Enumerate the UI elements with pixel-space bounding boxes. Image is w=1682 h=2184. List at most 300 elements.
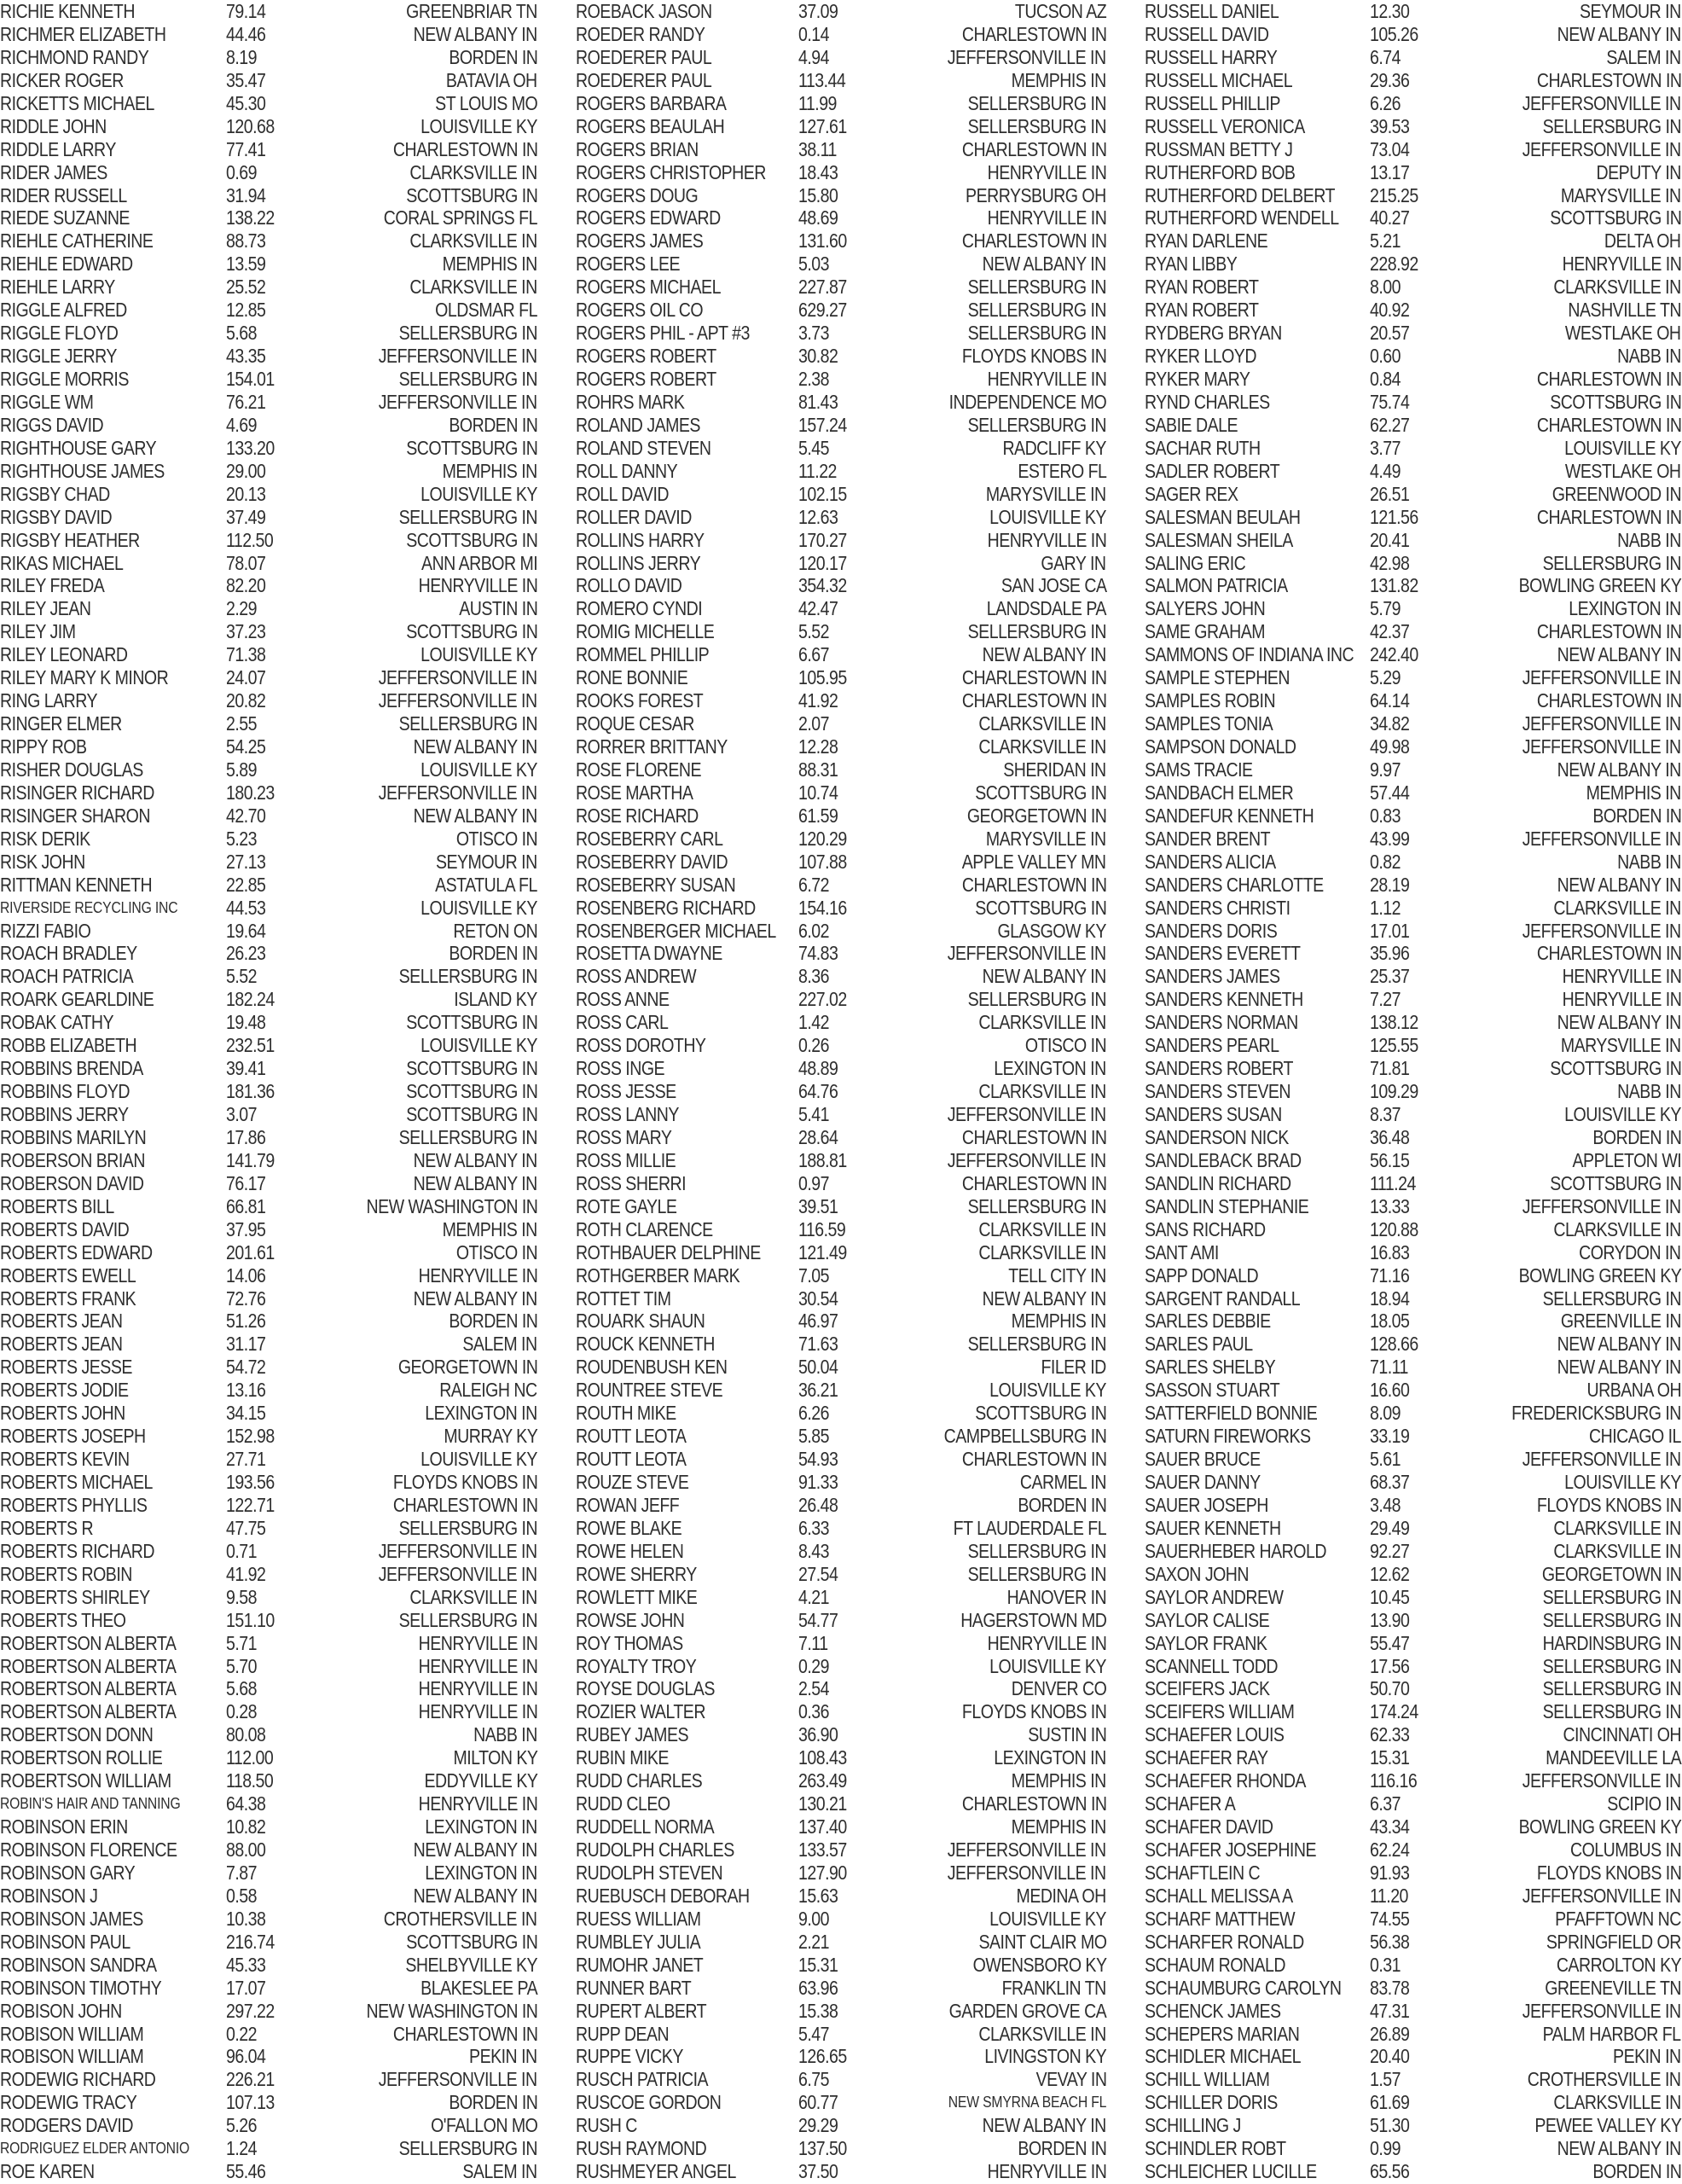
list-row xyxy=(0,1103,537,1126)
payee-name: SANDERS EVERETT xyxy=(1145,942,1301,965)
list-row xyxy=(1145,1838,1681,1862)
city-state: CLARKSVILLE IN xyxy=(978,1217,1106,1240)
list-row xyxy=(1145,2137,1681,2160)
amount: 5.41 xyxy=(798,1103,830,1125)
amount: 5.89 xyxy=(225,758,257,781)
city-state: RALEIGH NC xyxy=(439,1379,537,1402)
city-state: NEW ALBANY IN xyxy=(413,1838,537,1861)
city-state: JEFFERSONVILLE IN xyxy=(948,1838,1106,1861)
list-row xyxy=(0,1057,537,1080)
amount: 8.36 xyxy=(798,965,830,988)
list-row xyxy=(0,1333,537,1356)
city-state: MEDINA OH xyxy=(1016,1884,1106,1907)
list-row xyxy=(1145,1011,1681,1034)
list-row xyxy=(1145,689,1681,712)
city-state: SHELBYVILLE KY xyxy=(405,1953,537,1976)
amount: 43.34 xyxy=(1370,1815,1410,1838)
list-row xyxy=(576,942,1106,965)
payee-name: SATURN FIREWORKS xyxy=(1145,1425,1311,1448)
city-state: CLARKSVILLE IN xyxy=(409,276,537,299)
list-row xyxy=(576,253,1106,276)
list-row xyxy=(1145,1723,1681,1746)
list-row xyxy=(0,1402,537,1425)
city-state: COLUMBUS IN xyxy=(1569,1838,1681,1861)
list-row xyxy=(0,322,537,345)
list-row xyxy=(0,1977,537,2000)
city-state: CLARKSVILLE IN xyxy=(978,1080,1106,1103)
list-row xyxy=(1145,1264,1681,1287)
payee-name: ROUDENBUSH KEN xyxy=(576,1356,728,1379)
payee-name: SCHAFTLEIN C xyxy=(1145,1861,1261,1884)
city-state: ST LOUIS MO xyxy=(434,91,537,114)
amount: 8.09 xyxy=(1370,1402,1401,1425)
list-row xyxy=(0,92,537,115)
list-row xyxy=(576,1425,1106,1448)
city-state: FREDERICKSBURG IN xyxy=(1511,1402,1681,1425)
city-state: HANOVER IN xyxy=(1006,1585,1106,1608)
city-state: JEFFERSONVILLE IN xyxy=(379,666,537,689)
city-state: BORDEN IN xyxy=(448,942,537,965)
payee-name: SALESMAN SHEILA xyxy=(1145,528,1293,551)
payee-name: ROWE BLAKE xyxy=(576,1516,682,1539)
city-state: FRANKLIN TN xyxy=(1001,1976,1106,1999)
payee-name: ROMERO CYNDI xyxy=(576,597,703,620)
list-row xyxy=(576,69,1106,92)
list-row xyxy=(576,897,1106,920)
list-row xyxy=(576,1057,1106,1080)
amount: 64.14 xyxy=(1370,689,1410,712)
payee-name: RYAN DARLENE xyxy=(1145,229,1268,253)
city-state: LOUISVILLE KY xyxy=(989,1379,1106,1402)
amount: 72.76 xyxy=(225,1287,265,1310)
city-state: CLARKSVILLE IN xyxy=(978,735,1106,758)
list-row xyxy=(1145,552,1681,575)
list-row xyxy=(576,920,1106,943)
city-state: LEXINGTON IN xyxy=(425,1815,537,1838)
payee-name: SCEIFERS WILLIAM xyxy=(1145,1700,1295,1723)
city-state: SELLERSBURG IN xyxy=(967,322,1106,345)
list-row xyxy=(0,161,537,184)
list-row xyxy=(0,1769,537,1792)
payee-name: ROGERS BEAULAH xyxy=(576,114,725,137)
payee-name: ROBERTS JESSE xyxy=(0,1356,132,1379)
city-state: SCOTTSBURG IN xyxy=(405,1080,537,1103)
payee-name: RIEHLE LARRY xyxy=(0,276,115,299)
amount: 232.51 xyxy=(225,1034,275,1057)
city-state: CLARKSVILLE IN xyxy=(1553,276,1681,299)
amount: 74.55 xyxy=(1370,1907,1410,1930)
amount: 13.59 xyxy=(225,253,265,276)
city-state: RETON ON xyxy=(453,919,537,942)
list-row xyxy=(1145,1677,1681,1700)
city-state: OTISCO IN xyxy=(455,827,537,850)
list-row xyxy=(576,1126,1106,1149)
city-state: CHICAGO IL xyxy=(1589,1425,1681,1448)
list-row xyxy=(0,643,537,666)
city-state: LOUISVILLE KY xyxy=(989,1907,1106,1930)
payee-name: SAMMONS OF INDIANA INC xyxy=(1145,643,1354,666)
city-state: HARDINSBURG IN xyxy=(1542,1631,1681,1654)
payee-name: ROSS LANNY xyxy=(576,1103,679,1125)
amount: 50.04 xyxy=(798,1356,838,1379)
city-state: SCOTTSBURG IN xyxy=(405,528,537,551)
amount: 44.53 xyxy=(225,896,265,919)
list-row xyxy=(576,1540,1106,1563)
payee-name: RIKAS MICHAEL xyxy=(0,551,124,574)
city-state: MEMPHIS IN xyxy=(1011,1769,1106,1792)
payee-name: ROSS JESSE xyxy=(576,1080,676,1103)
list-row xyxy=(0,897,537,920)
city-state: JEFFERSONVILLE IN xyxy=(1522,1999,1681,2022)
list-row xyxy=(1145,2068,1681,2091)
list-row xyxy=(576,988,1106,1011)
amount: 74.83 xyxy=(798,942,838,965)
city-state: MEMPHIS IN xyxy=(442,459,537,482)
city-state: BOWLING GREEN KY xyxy=(1518,574,1681,597)
amount: 47.31 xyxy=(1370,1999,1410,2022)
city-state: NEW ALBANY IN xyxy=(413,1171,537,1194)
payee-name: ROSENBERG RICHARD xyxy=(576,896,756,919)
city-state: HENRYVILLE IN xyxy=(1562,253,1681,276)
city-state: OWENSBORO KY xyxy=(972,1953,1106,1976)
city-state: CARROLTON KY xyxy=(1556,1953,1681,1976)
list-row xyxy=(0,1908,537,1931)
city-state: SELLERSBURG IN xyxy=(1542,114,1681,137)
list-row xyxy=(576,506,1106,529)
list-row xyxy=(576,1838,1106,1862)
payee-name: ROBISON WILLIAM xyxy=(0,2045,144,2068)
city-state: HENRYVILLE IN xyxy=(987,160,1106,183)
payee-name: SALYERS JOHN xyxy=(1145,597,1266,620)
city-state: FLOYDS KNOBS IN xyxy=(1536,1861,1681,1884)
amount: 138.12 xyxy=(1370,1011,1418,1034)
list-row xyxy=(576,529,1106,552)
city-state: CHARLESTOWN IN xyxy=(961,1792,1106,1815)
amount: 174.24 xyxy=(1370,1700,1418,1723)
list-row xyxy=(1145,529,1681,552)
list-row xyxy=(0,1241,537,1264)
amount: 48.69 xyxy=(798,206,838,229)
city-state: FLOYDS KNOBS IN xyxy=(1536,1493,1681,1516)
amount: 10.74 xyxy=(798,781,838,804)
city-state: NEW ALBANY IN xyxy=(982,1287,1106,1310)
list-row xyxy=(1145,1862,1681,1885)
city-state: SCIPIO IN xyxy=(1607,1792,1681,1815)
payee-name: ROBERTSON ROLLIE xyxy=(0,1746,163,1769)
list-row xyxy=(0,1195,537,1218)
payee-name: SAYLOR ANDREW xyxy=(1145,1585,1284,1608)
amount: 54.72 xyxy=(225,1356,265,1379)
payee-name: RUSCOE GORDON xyxy=(576,2091,722,2114)
payee-name: ROSS ANNE xyxy=(576,988,670,1011)
amount: 188.81 xyxy=(798,1148,847,1171)
amount: 9.97 xyxy=(1370,758,1401,781)
list-row xyxy=(1145,483,1681,506)
city-state: GLASGOW KY xyxy=(997,919,1106,942)
payee-name: ROBERTS JEAN xyxy=(0,1333,123,1356)
amount: 76.17 xyxy=(225,1171,265,1194)
amount: 5.52 xyxy=(225,965,257,988)
list-row xyxy=(0,1563,537,1586)
payee-name: RIGGLE WM xyxy=(0,390,94,413)
list-row xyxy=(1145,2000,1681,2023)
city-state: CHARLESTOWN IN xyxy=(392,1493,537,1516)
payee-name: ROBERTSON ALBERTA xyxy=(0,1700,177,1723)
amount: 45.33 xyxy=(225,1953,265,1976)
payee-name: ROSE FLORENE xyxy=(576,758,702,781)
list-row xyxy=(576,965,1106,988)
city-state: SALEM IN xyxy=(462,2160,537,2183)
list-row xyxy=(0,1080,537,1103)
payee-name: SCHAEFER RAY xyxy=(1145,1746,1268,1769)
list-row xyxy=(1145,1494,1681,1517)
list-row xyxy=(576,1908,1106,1931)
amount: 8.19 xyxy=(225,45,257,68)
amount: 42.47 xyxy=(798,597,838,620)
city-state: OTISCO IN xyxy=(1024,1034,1106,1057)
city-state: LEXINGTON IN xyxy=(425,1861,537,1884)
list-row xyxy=(576,1402,1106,1425)
payee-name: ROWAN JEFF xyxy=(576,1493,680,1516)
amount: 201.61 xyxy=(225,1240,275,1263)
amount: 24.07 xyxy=(225,666,265,689)
payee-name: ROHRS MARK xyxy=(576,390,685,413)
amount: 49.98 xyxy=(1370,735,1410,758)
list-row xyxy=(0,529,537,552)
payee-name: ROGERS PHIL - APT #3 xyxy=(576,322,750,345)
payee-name: RIGSBY HEATHER xyxy=(0,528,140,551)
city-state: MARYSVILLE IN xyxy=(1561,183,1681,206)
payee-name: RUSH C xyxy=(576,2114,637,2137)
list-row xyxy=(576,1218,1106,1241)
list-row xyxy=(1145,1195,1681,1218)
list-row xyxy=(0,229,537,253)
amount: 54.93 xyxy=(798,1448,838,1471)
list-row xyxy=(576,2000,1106,2023)
city-state: FT LAUDERDALE FL xyxy=(953,1516,1106,1539)
amount: 19.64 xyxy=(225,919,265,942)
payee-name: ROBERTS PHYLLIS xyxy=(0,1493,148,1516)
amount: 35.47 xyxy=(225,68,265,91)
payee-name: RYKER MARY xyxy=(1145,368,1250,390)
city-state: JEFFERSONVILLE IN xyxy=(379,1539,537,1562)
payee-name: SCHEPERS MARIAN xyxy=(1145,2022,1300,2045)
amount: 4.21 xyxy=(798,1585,830,1608)
payee-name: ROEDERER PAUL xyxy=(576,68,712,91)
payee-name: ROSS MARY xyxy=(576,1125,672,1148)
payee-name: RICHMOND RANDY xyxy=(0,45,149,68)
list-row xyxy=(576,804,1106,828)
amount: 6.26 xyxy=(798,1402,830,1425)
list-row xyxy=(576,2114,1106,2137)
list-row xyxy=(1145,1954,1681,1977)
city-state: SELLERSBURG IN xyxy=(1542,1585,1681,1608)
list-row xyxy=(0,1425,537,1448)
list-row xyxy=(1145,1977,1681,2000)
amount: 56.15 xyxy=(1370,1148,1410,1171)
list-row xyxy=(576,2045,1106,2068)
city-state: JEFFERSONVILLE IN xyxy=(379,345,537,368)
list-row xyxy=(1145,620,1681,643)
city-state: LANDSDALE PA xyxy=(986,597,1106,620)
amount: 71.81 xyxy=(1370,1057,1410,1080)
amount: 0.69 xyxy=(225,160,257,183)
list-row xyxy=(0,1287,537,1310)
city-state: NEW ALBANY IN xyxy=(1557,1011,1681,1034)
city-state: JEFFERSONVILLE IN xyxy=(379,689,537,712)
list-row xyxy=(1145,1310,1681,1333)
city-state: MEMPHIS IN xyxy=(442,253,537,276)
list-row xyxy=(0,1379,537,1402)
list-row xyxy=(576,1563,1106,1586)
payee-name: RIZZI FABIO xyxy=(0,919,91,942)
list-row xyxy=(1145,115,1681,138)
city-state: BOWLING GREEN KY xyxy=(1518,1815,1681,1838)
amount: 25.37 xyxy=(1370,965,1410,988)
city-state: MURRAY KY xyxy=(444,1425,537,1448)
city-state: EDDYVILLE KY xyxy=(424,1769,537,1792)
amount: 11.20 xyxy=(1370,1884,1409,1907)
amount: 2.07 xyxy=(798,712,830,735)
amount: 215.25 xyxy=(1370,183,1418,206)
payee-name: ROY THOMAS xyxy=(576,1631,683,1654)
city-state: CHARLESTOWN IN xyxy=(961,1171,1106,1194)
amount: 193.56 xyxy=(225,1471,275,1493)
amount: 71.63 xyxy=(798,1333,838,1356)
amount: 15.31 xyxy=(1370,1746,1410,1769)
amount: 5.70 xyxy=(225,1654,257,1677)
list-column-1 xyxy=(0,0,537,2184)
city-state: CHARLESTOWN IN xyxy=(961,137,1106,160)
payee-name: SANDERS NORMAN xyxy=(1145,1011,1298,1034)
amount: 76.21 xyxy=(225,390,265,413)
city-state: ESTERO FL xyxy=(1017,459,1106,482)
payee-name: ROQUE CESAR xyxy=(576,712,694,735)
city-state: LOUISVILLE KY xyxy=(989,505,1106,528)
payee-name: RIEDE SUZANNE xyxy=(0,206,130,229)
payee-name: ROSS ANDREW xyxy=(576,965,697,988)
list-row xyxy=(576,781,1106,804)
city-state: SCOTTSBURG IN xyxy=(974,1402,1106,1425)
amount: 20.41 xyxy=(1370,528,1410,551)
payee-name: ROBERTS MICHAEL xyxy=(0,1471,153,1493)
list-row xyxy=(1145,1609,1681,1632)
amount: 133.20 xyxy=(225,436,275,459)
list-row xyxy=(0,2137,537,2160)
list-row xyxy=(1145,597,1681,620)
list-row xyxy=(576,1954,1106,1977)
list-row xyxy=(576,1815,1106,1838)
city-state: JEFFERSONVILLE IN xyxy=(379,781,537,804)
amount: 37.50 xyxy=(798,2160,838,2183)
city-state: CROTHERSVILLE IN xyxy=(1528,2068,1681,2091)
payee-name: SANDERS JAMES xyxy=(1145,965,1280,988)
city-state: LOUISVILLE KY xyxy=(1564,1103,1681,1125)
payee-name: ROBERTS R xyxy=(0,1516,94,1539)
city-state: SELLERSBURG IN xyxy=(967,91,1106,114)
city-state: CHARLESTOWN IN xyxy=(1536,689,1681,712)
list-row xyxy=(1145,2114,1681,2137)
amount: 0.71 xyxy=(225,1539,257,1562)
amount: 91.33 xyxy=(798,1471,838,1493)
city-state: NEW ALBANY IN xyxy=(1557,643,1681,666)
amount: 30.82 xyxy=(798,345,838,368)
payee-name: ROLL DANNY xyxy=(576,459,678,482)
list-row xyxy=(1145,414,1681,437)
payee-name: RIGSBY CHAD xyxy=(0,482,110,505)
list-row xyxy=(1145,368,1681,391)
amount: 29.49 xyxy=(1370,1516,1410,1539)
amount: 13.33 xyxy=(1370,1194,1410,1217)
payee-name: RILEY JIM xyxy=(0,620,76,643)
payee-name: SANDLIN STEPHANIE xyxy=(1145,1194,1309,1217)
payee-name: ROGERS JAMES xyxy=(576,229,704,253)
amount: 37.49 xyxy=(225,505,265,528)
amount: 77.41 xyxy=(225,137,265,160)
amount: 38.11 xyxy=(798,137,838,160)
payee-name: RUSSELL MICHAEL xyxy=(1145,68,1293,91)
city-state: HENRYVILLE IN xyxy=(987,528,1106,551)
list-row xyxy=(0,2160,537,2183)
list-row xyxy=(1145,851,1681,874)
payee-name: ROLLO DAVID xyxy=(576,574,682,597)
city-state: LOUISVILLE KY xyxy=(420,114,537,137)
payee-name: RICHMER ELIZABETH xyxy=(0,22,166,45)
amount: 79.14 xyxy=(225,0,265,22)
city-state: PERRYSBURG OH xyxy=(966,183,1106,206)
amount: 7.87 xyxy=(225,1861,257,1884)
amount: 3.07 xyxy=(225,1103,257,1125)
payee-name: ROSETTA DWAYNE xyxy=(576,942,722,965)
amount: 42.70 xyxy=(225,804,265,827)
amount: 46.97 xyxy=(798,1310,838,1333)
city-state: CHARLESTOWN IN xyxy=(392,137,537,160)
payee-name: ROUTH MIKE xyxy=(576,1402,676,1425)
city-state: SCOTTSBURG IN xyxy=(1549,390,1681,413)
list-row xyxy=(0,460,537,483)
payee-name: ROBAK CATHY xyxy=(0,1011,114,1034)
city-state: APPLE VALLEY MN xyxy=(962,850,1106,873)
city-state: RADCLIFF KY xyxy=(1002,436,1106,459)
list-row xyxy=(0,483,537,506)
city-state: CHARLESTOWN IN xyxy=(961,689,1106,712)
payee-name: SCHAEFER RHONDA xyxy=(1145,1769,1306,1792)
amount: 10.45 xyxy=(1370,1585,1410,1608)
amount: 17.07 xyxy=(225,1976,265,1999)
list-row xyxy=(1145,828,1681,851)
payee-name: ROSS SHERRI xyxy=(576,1171,687,1194)
payee-name: ROTHGERBER MARK xyxy=(576,1263,740,1287)
list-row xyxy=(0,69,537,92)
list-row xyxy=(576,643,1106,666)
city-state: SELLERSBURG IN xyxy=(1542,1287,1681,1310)
city-state: CHARLESTOWN IN xyxy=(1536,413,1681,436)
amount: 242.40 xyxy=(1370,643,1418,666)
city-state: LOUISVILLE KY xyxy=(420,896,537,919)
amount: 0.83 xyxy=(1370,804,1401,827)
amount: 14.06 xyxy=(225,1263,265,1287)
list-row xyxy=(1145,1057,1681,1080)
payee-name: RODEWIG TRACY xyxy=(0,2091,137,2114)
amount: 39.51 xyxy=(798,1194,838,1217)
list-row xyxy=(576,851,1106,874)
city-state: SALEM IN xyxy=(462,1333,537,1356)
payee-name: RILEY LEONARD xyxy=(0,643,128,666)
payee-name: ROBERTS SHIRLEY xyxy=(0,1585,150,1608)
list-row xyxy=(1145,1746,1681,1769)
list-row xyxy=(576,1080,1106,1103)
city-state: SCOTTSBURG IN xyxy=(405,1930,537,1953)
